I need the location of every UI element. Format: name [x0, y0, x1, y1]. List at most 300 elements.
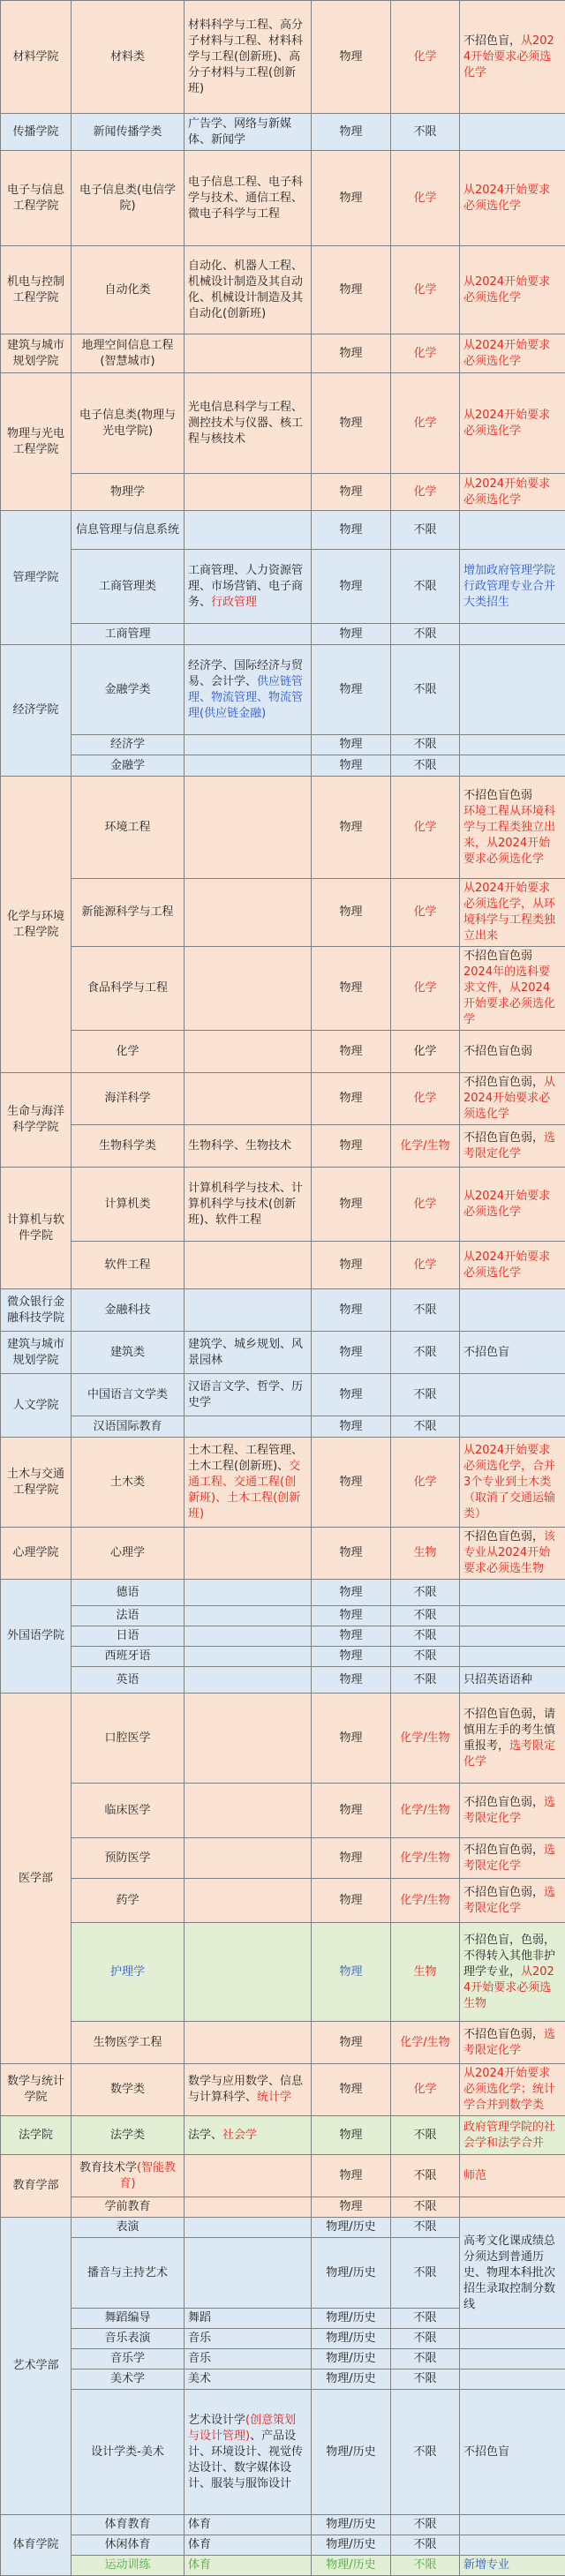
cell-text: 不招色盲色弱， — [463, 2028, 544, 2041]
elective-requirement-cell: 化学 — [391, 879, 460, 947]
note-cell — [460, 2369, 565, 2390]
college-cell: 教育学部 — [1, 2155, 72, 2218]
category-cell: 日语 — [72, 1626, 185, 1647]
category-cell: 表演 — [72, 2218, 185, 2238]
subject-cell: 物理 — [312, 1125, 391, 1168]
cell-text: 不招色盲色弱， — [463, 1844, 544, 1857]
cell-text: 环境工程从环境科学与工程类独立出来，从2024开始要求必须选化学 — [463, 805, 555, 866]
note-cell — [460, 2022, 565, 2064]
note-cell — [460, 1374, 565, 1416]
elective-requirement-cell: 化学 — [391, 1031, 460, 1073]
note-cell — [460, 1923, 565, 2022]
elective-requirement-cell: 不限 — [391, 2238, 460, 2309]
elective-requirement-cell: 化学 — [391, 474, 460, 511]
category-cell: 建筑类 — [72, 1332, 185, 1374]
college-cell: 法学院 — [1, 2116, 72, 2155]
subject-cell: 物理 — [312, 1416, 391, 1438]
table-row — [1, 2064, 565, 2116]
specialty-cell — [185, 1416, 312, 1438]
subject-cell: 物理 — [312, 777, 391, 879]
elective-requirement-cell: 不限 — [391, 114, 460, 151]
cell-text: 不招色盲，色弱，不得转入其他非护理学专业， — [463, 1934, 555, 1979]
cell-text: 体育 — [188, 2538, 211, 2551]
cell-text: 从2024开始要求必须选化学 — [463, 477, 550, 507]
note-cell — [460, 2515, 565, 2535]
cell-text: 从2024开始要求必须选化学 — [463, 339, 550, 368]
cell-text: 不招色盲色弱， — [463, 1530, 544, 1543]
elective-requirement-cell: 化学/生物 — [391, 1694, 460, 1784]
cell-text: 广告学、网络与新媒体、新闻学 — [188, 117, 291, 146]
elective-requirement-cell: 不限 — [391, 624, 460, 645]
category-cell: 新能源科学与工程 — [72, 879, 185, 947]
college-cell: 化学与环境工程学院 — [1, 777, 72, 1073]
elective-requirement-cell: 不限 — [391, 2556, 460, 2576]
specialty-cell — [185, 2515, 312, 2535]
college-cell: 外国语学院 — [1, 1580, 72, 1694]
table-row — [1, 2349, 565, 2369]
note-cell — [460, 246, 565, 334]
specialty-cell — [185, 1073, 312, 1125]
category-cell: 西班牙语 — [72, 1647, 185, 1667]
table-row — [1, 1289, 565, 1332]
table-row — [1, 879, 565, 947]
cell-text: 不招色盲色弱， — [463, 1796, 544, 1809]
table-row — [1, 1838, 565, 1879]
college-cell: 人文学院 — [1, 1374, 72, 1438]
subject-cell: 物理 — [312, 1289, 391, 1332]
cell-text: 不招色盲， — [463, 34, 521, 48]
college-cell: 管理学院 — [1, 511, 72, 645]
category-cell: 地理空间信息工程(智慧城市) — [72, 334, 185, 373]
cell-text: 选考限定化学 — [463, 1844, 555, 1873]
specialty-cell — [185, 1694, 312, 1784]
subject-cell: 物理/历史 — [312, 2535, 391, 2556]
elective-requirement-cell: 不限 — [391, 2116, 460, 2155]
table-row — [1, 334, 565, 373]
subject-cell: 物理/历史 — [312, 2556, 391, 2576]
table-row — [1, 1626, 565, 1647]
category-cell: 护理学 — [72, 1923, 185, 2022]
specialty-cell — [185, 1438, 312, 1528]
college-cell: 材料学院 — [1, 1, 72, 114]
cell-text: 不招色盲色弱 — [463, 1045, 532, 1058]
category-cell: 化学 — [72, 1031, 185, 1073]
subject-cell: 物理 — [312, 1647, 391, 1667]
subject-cell: 物理/历史 — [312, 2329, 391, 2349]
elective-requirement-cell: 不限 — [391, 2390, 460, 2515]
category-cell: 工商管理 — [72, 624, 185, 645]
college-cell: 建筑与城市规划学院 — [1, 334, 72, 373]
elective-requirement-cell: 化学 — [391, 151, 460, 246]
cell-text: 供应链管理、物流管理、物流管理(供应链金融) — [188, 675, 303, 720]
elective-requirement-cell: 生物 — [391, 1923, 460, 2022]
category-cell: 汉语国际教育 — [72, 1416, 185, 1438]
college-cell: 计算机与软件学院 — [1, 1168, 72, 1289]
category-cell: 经济学 — [72, 735, 185, 755]
category-cell: 法学类 — [72, 2116, 185, 2155]
subject-cell: 物理 — [312, 1438, 391, 1528]
subject-cell: 物理 — [312, 246, 391, 334]
table-row — [1, 624, 565, 645]
note-cell — [460, 1838, 565, 1879]
specialty-cell — [185, 2390, 312, 2515]
cell-text: 美术 — [188, 2372, 211, 2385]
elective-requirement-cell: 不限 — [391, 735, 460, 755]
note-cell — [460, 1289, 565, 1332]
table-row — [1, 735, 565, 755]
category-cell: 美术学 — [72, 2369, 185, 2390]
elective-requirement-cell: 不限 — [391, 1626, 460, 1647]
subject-cell: 物理 — [312, 1332, 391, 1374]
elective-requirement-cell: 不限 — [391, 511, 460, 550]
subject-cell: 物理 — [312, 879, 391, 947]
specialty-cell — [185, 2022, 312, 2064]
category-cell: 数学类 — [72, 2064, 185, 2116]
note-cell — [460, 1528, 565, 1580]
category-cell: 德语 — [72, 1580, 185, 1606]
subject-cell: 物理/历史 — [312, 2369, 391, 2390]
specialty-cell — [185, 2197, 312, 2218]
subject-cell: 物理 — [312, 1606, 391, 1626]
subject-cell: 物理/历史 — [312, 2515, 391, 2535]
category-cell: 工商管理类 — [72, 550, 185, 624]
subject-cell: 物理 — [312, 645, 391, 735]
specialty-cell — [185, 1, 312, 114]
specialty-cell — [185, 624, 312, 645]
category-cell: 海洋科学 — [72, 1073, 185, 1125]
specialty-cell — [185, 1289, 312, 1332]
note-cell — [460, 114, 565, 151]
note-cell — [460, 1, 565, 114]
subject-cell: 物理 — [312, 2197, 391, 2218]
cell-text: 教育技术学 — [79, 2161, 137, 2174]
table-row — [1, 1647, 565, 1667]
table-row — [1, 2116, 565, 2155]
table-row — [1, 777, 565, 879]
subject-cell: 物理 — [312, 1694, 391, 1784]
note-cell — [460, 511, 565, 550]
specialty-cell — [185, 114, 312, 151]
specialty-cell — [185, 2064, 312, 2116]
specialty-cell — [185, 1838, 312, 1879]
table-row — [1, 645, 565, 735]
note-cell — [460, 1416, 565, 1438]
table-row — [1, 151, 565, 246]
note-cell — [460, 2197, 565, 2218]
table-row — [1, 1606, 565, 1626]
note-cell — [460, 1073, 565, 1125]
specialty-cell — [185, 550, 312, 624]
table-row — [1, 1784, 565, 1838]
cell-text: 体育 — [188, 2518, 211, 2531]
table-row — [1, 2022, 565, 2064]
cell-text: 不招色盲 — [463, 2445, 509, 2459]
subject-cell: 物理 — [312, 334, 391, 373]
category-cell: 信息管理与信息系统 — [72, 511, 185, 550]
cell-text: 建筑学、城乡规划、风景园林 — [188, 1338, 303, 1367]
cell-text: 舞蹈 — [188, 2311, 211, 2324]
table-row — [1, 1, 565, 114]
cell-text: 从2024开始要求必须选化学 — [463, 34, 554, 79]
specialty-cell — [185, 2329, 312, 2349]
specialty-cell — [185, 1580, 312, 1606]
note-cell — [460, 1606, 565, 1626]
subject-cell: 物理/历史 — [312, 2390, 391, 2515]
subject-cell: 物理 — [312, 1667, 391, 1694]
subject-cell: 物理/历史 — [312, 2218, 391, 2238]
elective-requirement-cell: 不限 — [391, 2309, 460, 2329]
cell-text: 生物科学、生物技术 — [188, 1139, 291, 1153]
table-row — [1, 1242, 565, 1289]
cell-text: 计算机科学与技术、计算机科学与技术(创新班)、软件工程 — [188, 1182, 303, 1227]
category-cell: 预防医学 — [72, 1838, 185, 1879]
elective-requirement-cell: 不限 — [391, 755, 460, 777]
category-cell: 材料类 — [72, 1, 185, 114]
note-cell — [460, 1784, 565, 1838]
subject-cell: 物理 — [312, 474, 391, 511]
specialty-cell — [185, 1879, 312, 1923]
elective-requirement-cell: 不限 — [391, 2218, 460, 2238]
specialty-cell — [185, 947, 312, 1031]
category-cell: 英语 — [72, 1667, 185, 1694]
elective-requirement-cell: 不限 — [391, 1416, 460, 1438]
category-cell: 临床医学 — [72, 1784, 185, 1838]
cell-text: 从2024开始要求必须选化学，从环境科学与工程类独立出来 — [463, 882, 555, 943]
elective-requirement-cell: 化学 — [391, 1073, 460, 1125]
note-cell — [460, 2064, 565, 2116]
college-cell: 艺术学部 — [1, 2218, 72, 2515]
college-cell: 传播学院 — [1, 114, 72, 151]
elective-requirement-cell: 不限 — [391, 1667, 460, 1694]
elective-requirement-cell: 化学 — [391, 334, 460, 373]
note-cell — [460, 334, 565, 373]
specialty-cell — [185, 1606, 312, 1626]
note-cell — [460, 151, 565, 246]
cell-text: 材料科学与工程、高分子材料与工程、材料科学与工程(创新班)、高分子材料与工程(创新班) — [188, 19, 303, 95]
college-cell: 物理与光电工程学院 — [1, 373, 72, 511]
college-cell: 生命与海洋科学学院 — [1, 1073, 72, 1168]
category-cell: 软件工程 — [72, 1242, 185, 1289]
table-row — [1, 2390, 565, 2515]
note-cell — [460, 373, 565, 474]
cell-text: 选考限定化学 — [463, 1886, 555, 1915]
category-cell: 药学 — [72, 1879, 185, 1923]
table-row — [1, 2155, 565, 2197]
category-cell: 运动训练 — [72, 2556, 185, 2576]
cell-text: 土木工程、工程管理、土木工程(创新班)、 — [188, 1444, 303, 1473]
subject-cell: 物理 — [312, 1, 391, 114]
subject-cell: 物理 — [312, 2022, 391, 2064]
specialty-cell — [185, 246, 312, 334]
specialty-cell — [185, 1031, 312, 1073]
category-cell: 新闻传播学类 — [72, 114, 185, 151]
note-cell — [460, 2116, 565, 2155]
subject-cell: 物理 — [312, 1374, 391, 1416]
cell-text: 新增专业 — [463, 2558, 509, 2572]
specialty-cell — [185, 2535, 312, 2556]
subject-cell: 物理 — [312, 2064, 391, 2116]
table-row — [1, 2218, 565, 2238]
college-cell: 心理学院 — [1, 1528, 72, 1580]
elective-requirement-cell: 化学 — [391, 777, 460, 879]
specialty-cell — [185, 151, 312, 246]
note-cell — [460, 2218, 565, 2329]
elective-requirement-cell: 化学 — [391, 1438, 460, 1528]
subject-cell: 物理 — [312, 1528, 391, 1580]
table-row — [1, 1073, 565, 1125]
table-row — [1, 1923, 565, 2022]
note-cell — [460, 1694, 565, 1784]
note-cell — [460, 645, 565, 735]
cell-text: 不招色盲色弱 — [463, 950, 532, 963]
table-row — [1, 1694, 565, 1784]
table-row — [1, 1125, 565, 1168]
note-cell — [460, 1626, 565, 1647]
cell-text: 从2024开始要求必须选化学 — [463, 275, 550, 304]
specialty-cell — [185, 2238, 312, 2309]
cell-text: 社会学 — [222, 2129, 257, 2142]
table-row — [1, 550, 565, 624]
subject-cell: 物理 — [312, 947, 391, 1031]
specialty-cell — [185, 2116, 312, 2155]
specialty-cell — [185, 1168, 312, 1242]
college-cell: 机电与控制工程学院 — [1, 246, 72, 334]
elective-requirement-cell: 不限 — [391, 2197, 460, 2218]
note-cell — [460, 1242, 565, 1289]
specialty-cell — [185, 334, 312, 373]
category-cell: 自动化类 — [72, 246, 185, 334]
elective-requirement-cell: 化学/生物 — [391, 1879, 460, 1923]
specialty-cell — [185, 1125, 312, 1168]
subject-cell: 物理/历史 — [312, 2349, 391, 2369]
table-row — [1, 2535, 565, 2556]
cell-text: 只招英语语种 — [463, 1673, 532, 1686]
specialty-cell — [185, 2155, 312, 2197]
subject-cell: 物理 — [312, 2116, 391, 2155]
cell-text: 音乐 — [188, 2332, 211, 2345]
table-row — [1, 1332, 565, 1374]
cell-text: 师范 — [463, 2169, 486, 2182]
cell-text: 音乐 — [188, 2352, 211, 2365]
category-cell: 中国语言文学类 — [72, 1374, 185, 1416]
subject-cell: 物理 — [312, 755, 391, 777]
elective-requirement-cell: 不限 — [391, 1289, 460, 1332]
table-row — [1, 2556, 565, 2576]
specialty-cell — [185, 1626, 312, 1647]
elective-requirement-cell: 不限 — [391, 1332, 460, 1374]
category-cell: 金融学类 — [72, 645, 185, 735]
elective-requirement-cell: 不限 — [391, 2369, 460, 2390]
college-cell: 土木与交通工程学院 — [1, 1438, 72, 1528]
subject-cell: 物理 — [312, 1879, 391, 1923]
note-cell — [460, 1125, 565, 1168]
subject-cell: 物理 — [312, 511, 391, 550]
cell-text: 从2024开始要求必须选化学 — [463, 1250, 550, 1280]
subject-cell: 物理 — [312, 1838, 391, 1879]
college-cell: 体育学院 — [1, 2515, 72, 2576]
category-cell: 土木类 — [72, 1438, 185, 1528]
elective-requirement-cell: 不限 — [391, 2155, 460, 2197]
cell-text: 、产品设计、环境设计、视觉传达设计、数字媒体设计、服装与服饰设计 — [188, 2430, 303, 2490]
cell-text: 增加政府管理学院行政管理专业合并大类招生 — [463, 564, 555, 609]
subject-cell: 物理 — [312, 1242, 391, 1289]
elective-requirement-cell: 化学 — [391, 2064, 460, 2116]
note-cell — [460, 1168, 565, 1242]
table-row — [1, 2329, 565, 2349]
note-cell — [460, 947, 565, 1031]
category-cell: 音乐学 — [72, 2349, 185, 2369]
subject-cell: 物理 — [312, 1784, 391, 1838]
table-row — [1, 2197, 565, 2218]
cell-text: 不招色盲色弱，请慎用左手的考生慎重报考， — [463, 1708, 555, 1753]
specialty-cell — [185, 2218, 312, 2238]
cell-text: 从2024开始要求必须选化学，合并3个专业到土木类（取消了交通运输类） — [463, 1444, 555, 1521]
subject-cell: 物理 — [312, 151, 391, 246]
cell-text: 统计学 — [257, 2091, 291, 2104]
specialty-cell — [185, 1647, 312, 1667]
specialty-cell — [185, 1242, 312, 1289]
table-row — [1, 1416, 565, 1438]
category-cell: 设计学类-美术 — [72, 2390, 185, 2515]
note-cell — [460, 735, 565, 755]
cell-text: 从2024开始要求必须选化学 — [463, 409, 550, 438]
cell-text: 光电信息科学与工程、测控技术与仪器、核工程与核技术 — [188, 401, 303, 446]
specialty-cell — [185, 1923, 312, 2022]
cell-text: 从2024开始要求必须选生物 — [463, 1965, 554, 2010]
table-row — [1, 1879, 565, 1923]
specialty-cell — [185, 1528, 312, 1580]
table-row — [1, 2369, 565, 2390]
subject-cell: 物理 — [312, 1580, 391, 1606]
category-cell: 电子信息类(物理与光电学院) — [72, 373, 185, 474]
note-cell — [460, 1580, 565, 1606]
table-row — [1, 1031, 565, 1073]
elective-requirement-cell: 化学/生物 — [391, 1784, 460, 1838]
elective-requirement-cell: 不限 — [391, 1647, 460, 1667]
table-row — [1, 1438, 565, 1528]
specialty-cell — [185, 755, 312, 777]
note-cell — [460, 1879, 565, 1923]
subject-cell: 物理 — [312, 1626, 391, 1647]
subject-cell: 物理 — [312, 373, 391, 474]
elective-requirement-cell: 不限 — [391, 1580, 460, 1606]
note-cell — [460, 2556, 565, 2576]
category-cell: 计算机类 — [72, 1168, 185, 1242]
specialty-cell — [185, 2309, 312, 2329]
elective-requirement-cell: 不限 — [391, 2349, 460, 2369]
cell-text: 不招色盲 — [463, 1346, 509, 1359]
note-cell — [460, 2390, 565, 2515]
college-cell: 医学部 — [1, 1694, 72, 2064]
subject-cell: 物理/历史 — [312, 2309, 391, 2329]
elective-requirement-cell: 化学/生物 — [391, 2022, 460, 2064]
college-cell: 数学与统计学院 — [1, 2064, 72, 2116]
subject-cell: 物理 — [312, 114, 391, 151]
cell-text: 选考限定化学 — [463, 1131, 555, 1160]
table-row — [1, 1168, 565, 1242]
category-cell: 学前教育 — [72, 2197, 185, 2218]
specialty-cell — [185, 474, 312, 511]
category-cell: 休闲体育 — [72, 2535, 185, 2556]
college-cell: 微众银行金融科技学院 — [1, 1289, 72, 1332]
specialty-cell — [185, 777, 312, 879]
cell-text: 自动化、机器人工程、机械设计制造及其自动化、机械设计制造及其自动化(创新班) — [188, 259, 303, 320]
cell-text: 高考文化课成绩总分须达到普通历史、物理本科批次招生录取控制分数线 — [463, 2234, 555, 2311]
cell-text: 政府管理学院的社会学和法学合并 — [463, 2121, 555, 2150]
category-cell: 法语 — [72, 1606, 185, 1626]
subject-cell: 物理 — [312, 1168, 391, 1242]
cell-text: 该专业从2024开始要求必须选生物 — [463, 1530, 555, 1575]
